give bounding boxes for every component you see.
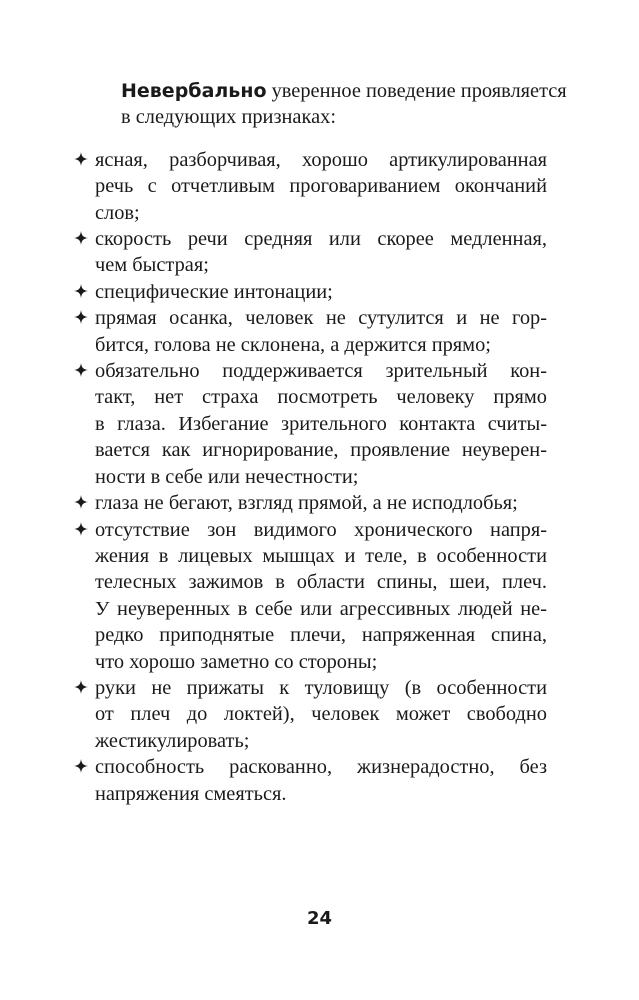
list-item — [95, 279, 547, 305]
list-item-line: отсутствие зон видимого хронического напря- — [95, 518, 547, 541]
list-item-line: руки не прижаты к туловищу (в особенности — [95, 676, 547, 699]
bullet-list — [95, 147, 547, 807]
list-item-line: жения в лицевых мышцах и теле, в особенности — [95, 544, 547, 567]
four-point-star-icon — [74, 522, 88, 536]
intro-paragraph — [95, 78, 567, 131]
list-item-line: речь с отчетливым проговариванием окончаний — [95, 175, 547, 198]
four-point-star-icon — [74, 284, 88, 298]
list-item — [95, 490, 547, 516]
list-item — [95, 147, 547, 226]
list-item-line: чем быстрая; — [95, 254, 209, 277]
list-item-line: бится, голова не склонена, а держится прямо; — [95, 333, 491, 356]
list-item-line: способность раскованно, жизнерадостно, без — [95, 756, 547, 779]
list-item-line: жестикулировать; — [95, 729, 250, 752]
four-point-star-icon — [74, 495, 88, 509]
list-item-line: глаза не бегают, взгляд прямой, а не исподлобья; — [95, 492, 518, 515]
list-item-line: что хорошо заметно со стороны; — [95, 650, 378, 673]
list-item-line: от плеч до локтей), человек может свободно — [95, 703, 547, 726]
list-item-line: скорость речи средняя или скорее медленная, — [95, 228, 547, 251]
list-item-line: У неуверенных в себе или агрессивных людей не- — [95, 597, 547, 620]
four-point-star-icon — [74, 231, 88, 245]
four-point-star-icon — [74, 363, 88, 377]
list-item — [95, 675, 547, 754]
body-text — [95, 78, 567, 807]
page-number: 24 — [306, 908, 333, 929]
list-item-line: такт, нет страха посмотреть человеку прямо — [95, 386, 547, 409]
list-item-line: прямая осанка, человек не сутулится и не гор- — [95, 307, 547, 330]
list-item — [95, 754, 547, 807]
four-point-star-icon — [74, 152, 88, 166]
list-item-line: телесных зажимов в области спины, шеи, плеч. — [95, 571, 547, 594]
list-item-line: в глаза. Избегание зрительного контакта считы- — [95, 412, 547, 435]
four-point-star-icon — [74, 310, 88, 324]
four-point-star-icon — [74, 680, 88, 694]
list-item-line: слов; — [95, 201, 140, 224]
four-point-star-icon — [74, 759, 88, 773]
list-item — [95, 358, 547, 490]
intro-line-2: в следующих признаках: — [121, 106, 336, 129]
list-item — [95, 305, 547, 358]
list-item — [95, 517, 547, 675]
list-item-line: редко приподнятые плечи, напряженная спина, — [95, 624, 547, 647]
intro-bold-word: Невербально — [121, 80, 267, 102]
list-item-line: обязательно поддерживается зрительный кон- — [95, 360, 547, 383]
intro-line-1-rest: уверенное поведение проявляется — [266, 80, 567, 102]
list-item-line: специфические интонации; — [95, 280, 333, 303]
list-item-line: ности в себе или нечестности; — [95, 465, 359, 488]
intro-line-1 — [95, 78, 567, 104]
list-item-line: вается как игнорирование, проявление неуверен- — [95, 439, 547, 462]
list-item-line: ясная, разборчивая, хорошо артикулированная — [95, 148, 547, 171]
list-item-line: напряжения смеяться. — [95, 782, 287, 805]
list-item — [95, 226, 547, 279]
